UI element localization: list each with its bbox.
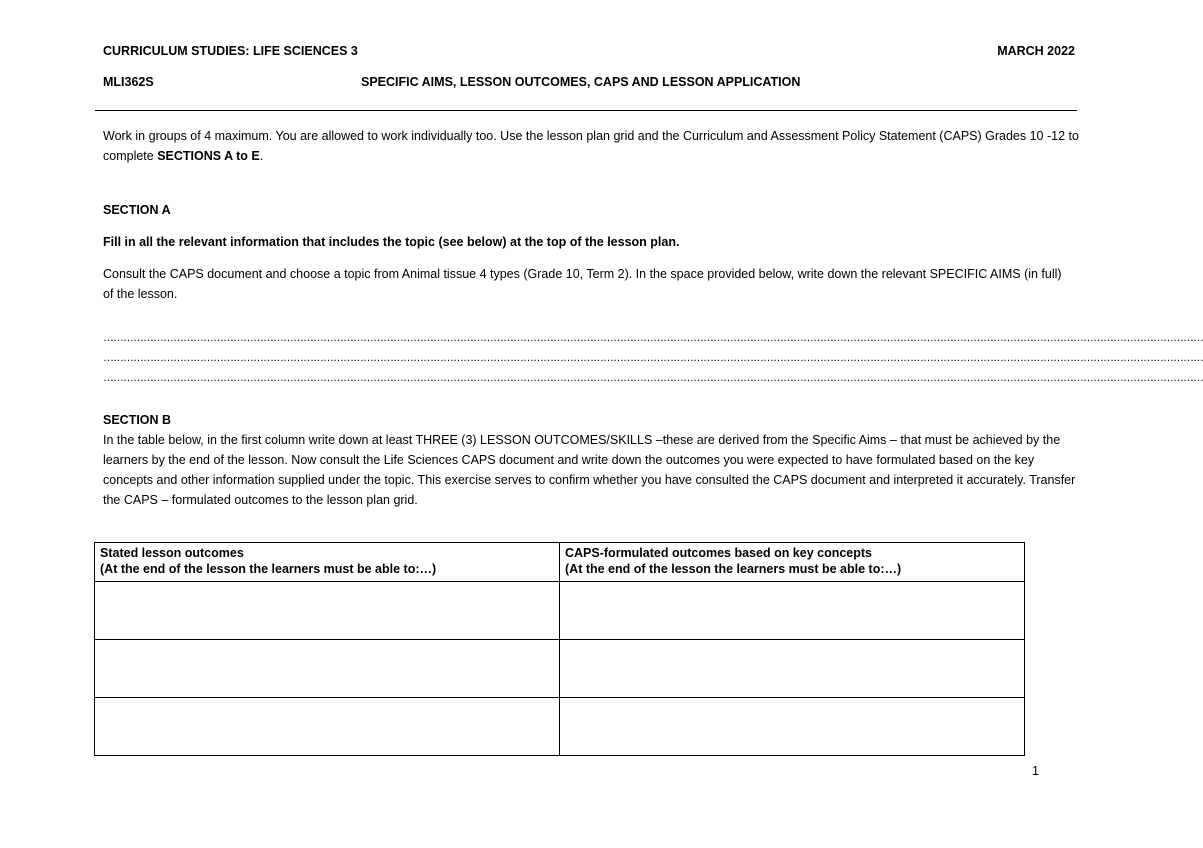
stated-outcome-cell-1[interactable] [95, 582, 560, 640]
stated-outcome-cell-2[interactable] [95, 640, 560, 698]
col2-title: CAPS-formulated outcomes based on key concepts [565, 546, 873, 560]
header-row-2 [103, 75, 1075, 89]
header-date: MARCH 2022 [997, 44, 1075, 58]
document-subtitle: SPECIFIC AIMS, LESSON OUTCOMES, CAPS AND LESSON APPLICATION [361, 75, 801, 89]
col1-subtitle: (At the end of the lesson the learners must be able to:…) [100, 562, 437, 576]
header-row-1 [103, 44, 1075, 58]
caps-outcome-cell-3[interactable] [560, 698, 1025, 756]
caps-outcome-cell-2[interactable] [560, 640, 1025, 698]
section-a-heading: SECTION A [103, 203, 171, 217]
answer-line-2[interactable]: …………………………………………………………………………………………………………………………………………………………………………………………………………………………………………………………………………………………………… [103, 352, 1203, 364]
section-a-instruction: Fill in all the relevant information that includes the topic (see below) at the top of the lesson plan. [103, 235, 680, 249]
answer-line-1[interactable]: …………………………………………………………………………………………………………………………………………………………………………………………………………………………………………………………………………………………………… [103, 332, 1203, 344]
table-row [95, 640, 1025, 698]
intro-text: Work in groups of 4 maximum. You are allowed to work individually too. Use the lesson plan grid and the Curriculum and Assessment Policy Statement (CAPS) Grades 10 -12 to complete [103, 129, 1079, 163]
course-title: CURRICULUM STUDIES: LIFE SCIENCES 3 [103, 44, 358, 58]
col1-title: Stated lesson outcomes [100, 546, 244, 560]
course-code: MLI362S [103, 75, 154, 89]
section-a-consult: Consult the CAPS document and choose a topic from Animal tissue 4 types (Grade 10, Term 2). In the space provided below, write down the relevant SPECIFIC AIMS (in full) of the lesson. [103, 267, 1062, 301]
intro-paragraph [103, 126, 1083, 166]
caps-outcome-cell-1[interactable] [560, 582, 1025, 640]
table-header-row [95, 543, 1025, 582]
outcomes-table [94, 542, 1025, 756]
page-number: 1 [1032, 764, 1039, 778]
section-b-heading: SECTION B [103, 413, 172, 427]
col2-header [560, 543, 1025, 582]
intro-end: . [259, 149, 264, 163]
stated-outcome-cell-3[interactable] [95, 698, 560, 756]
col1-header [95, 543, 560, 582]
col2-subtitle: (At the end of the lesson the learners must be able to:…) [565, 562, 902, 576]
table-row [95, 582, 1025, 640]
table-row [95, 698, 1025, 756]
answer-line-3[interactable]: …………………………………………………………………………………………………………………………………………………………………………………………………………………………………………………………………………………………………… [103, 372, 1203, 384]
header-divider [95, 110, 1077, 111]
intro-sections: SECTIONS A to E [157, 149, 260, 163]
section-b-body: In the table below, in the first column write down at least THREE (3) LESSON OUTCOMES/SKILLS –these are derived from the Specific Aims – that must be achieved by the learners by the end of the lesson. Now consult the Life Sciences CAPS document and write down the outcomes you were expected to have formulated based on the key concepts and other information supplied under the topic. This exercise serves to confirm whether you have consulted the CAPS document and interpreted it accurately. Transfer the CAPS – formulated outcomes to the lesson plan grid. [103, 433, 1076, 507]
